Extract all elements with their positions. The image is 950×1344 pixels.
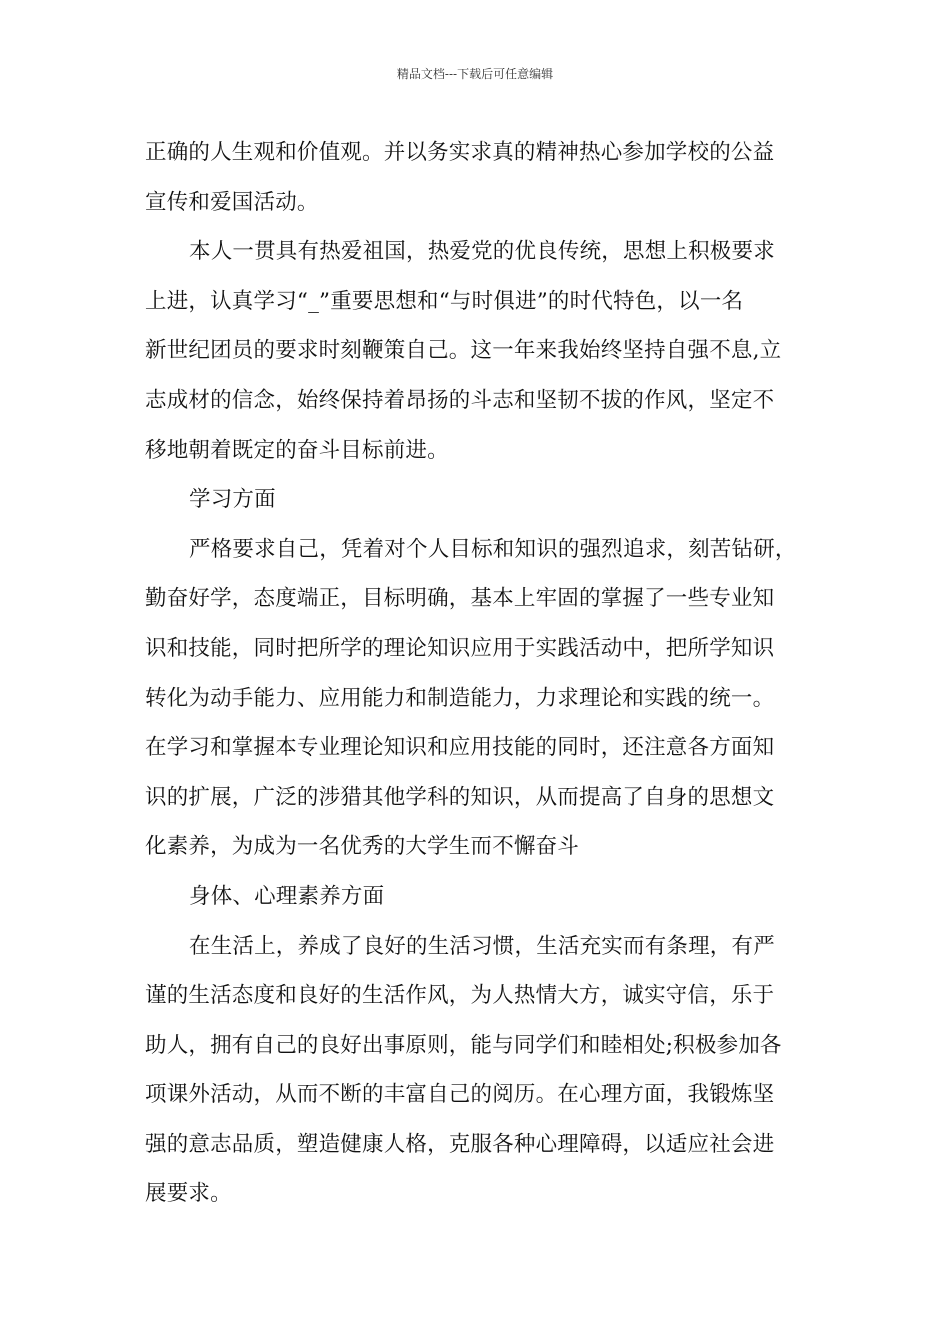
paragraph-start-line: 在生活上，养成了良好的生活习惯，生活充实而有条理，有严 [189,933,775,959]
text-line: 移地朝着既定的奋斗目标前进。 [145,437,449,463]
text-line: 志成材的信念，始终保持着昂扬的斗志和坚韧不拔的作风，坚定不 [145,387,775,413]
section-heading-health: 身体、心理素养方面 [189,883,385,909]
text-line: 上进，认真学习“_”重要思想和“与时俱进”的时代特色，以一名 [145,288,744,314]
text-line: 勤奋好学，态度端正，目标明确，基本上牢固的掌握了一些专业知 [145,586,775,612]
text-line: 助人，拥有自己的良好出事原则，能与同学们和睦相处;积极参加各 [145,1032,782,1058]
text-line: 新世纪团员的要求时刻鞭策自己。这一年来我始终坚持自强不息,立 [145,338,782,364]
text-line: 项课外活动，从而不断的丰富自己的阅历。在心理方面，我锻炼坚 [145,1082,775,1108]
document-body [145,128,813,1219]
text-line: 展要求。 [145,1181,232,1207]
text-line: 正确的人生观和价值观。并以务实求真的精神热心参加学校的公益 [145,140,775,165]
paragraph-start-line: 严格要求自己，凭着对个人目标和知识的强烈追求，刻苦钻研， [189,536,797,562]
text-line: 识的扩展，广泛的涉猎其他学科的知识，从而提高了自身的思想文 [145,784,775,810]
text-line: 在学习和掌握本专业理论知识和应用技能的同时，还注意各方面知 [145,735,775,761]
text-line: 宣传和爱国活动。 [145,189,319,215]
paragraph-start-line: 本人一贯具有热爱祖国，热爱党的优良传统，思想上积极要求 [189,239,775,265]
text-line: 化素养，为成为一名优秀的大学生而不懈奋斗 [145,834,580,860]
page-header: 精品文档---下载后可任意编辑 [396,67,554,81]
text-line: 转化为动手能力、应用能力和制造能力，力求理论和实践的统一。 [145,685,775,711]
section-heading-study: 学习方面 [189,487,276,513]
text-line: 识和技能，同时把所学的理论知识应用于实践活动中，把所学知识 [145,635,775,661]
text-line: 谨的生活态度和良好的生活作风，为人热情大方，诚实守信，乐于 [145,983,775,1009]
text-line: 强的意志品质，塑造健康人格，克服各种心理障碍，以适应社会进 [145,1131,775,1157]
